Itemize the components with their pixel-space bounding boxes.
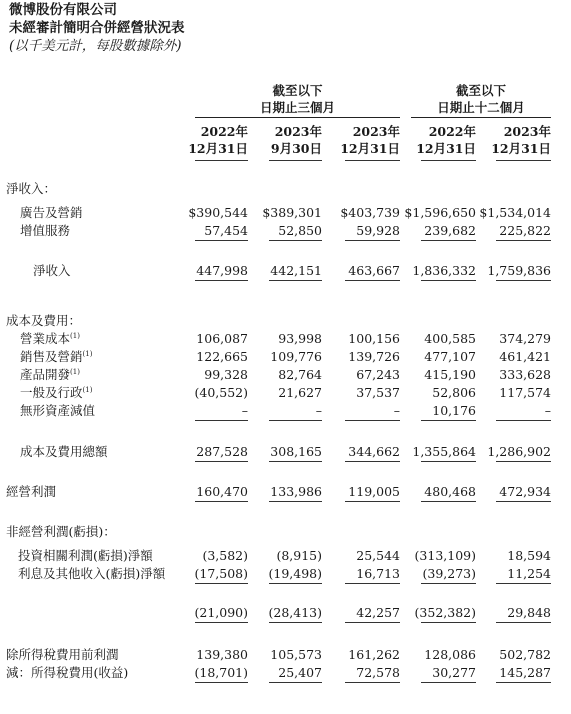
- table-cell: (40,552): [194, 385, 248, 400]
- column-year: 2023年: [274, 124, 322, 139]
- underline-rule: [496, 240, 551, 241]
- table-cell: $1,534,014: [479, 205, 551, 220]
- table-row: [0, 262, 571, 279]
- table-cell: $1,596,650: [404, 205, 476, 220]
- table-cell: 374,279: [499, 331, 551, 346]
- column-date: 12月31日: [491, 141, 551, 156]
- underline-rule: [269, 420, 322, 421]
- table-cell: 57,454: [204, 223, 248, 238]
- table-row: [0, 443, 571, 460]
- row-label: 無形資產減值: [20, 403, 96, 418]
- table-cell: 82,764: [278, 367, 322, 382]
- underline-rule: [195, 583, 248, 584]
- underline-rule: [269, 583, 322, 584]
- underline-rule: [421, 682, 476, 683]
- column-year: 2022年: [428, 124, 476, 139]
- table-cell: 139,726: [348, 349, 400, 364]
- column-header: [406, 123, 476, 157]
- group-three-months-line2: 日期止三個月: [259, 100, 335, 115]
- footnote-marker: (1): [82, 349, 93, 358]
- table-cell: (3,582): [202, 548, 248, 563]
- underline-rule: [195, 420, 248, 421]
- underline-rule: [421, 461, 476, 462]
- table-cell: (19,498): [268, 566, 322, 581]
- table-cell: 21,627: [278, 385, 322, 400]
- column-date: 12月31日: [340, 141, 400, 156]
- underline-rule: [269, 461, 322, 462]
- row-label-wrap: [20, 348, 92, 365]
- row-label: 除所得稅費用前利潤: [6, 647, 119, 662]
- table-row: [0, 204, 571, 221]
- table-cell: 119,005: [348, 484, 400, 499]
- row-label: 投資相關利潤(虧損)淨額: [18, 548, 153, 563]
- table-cell: 109,776: [270, 349, 322, 364]
- underline-rule: [195, 461, 248, 462]
- table-cell: 11,254: [507, 566, 551, 581]
- table-row: [0, 222, 571, 239]
- table-cell: 72,578: [356, 665, 400, 680]
- column-date: 12月31日: [188, 141, 248, 156]
- table-cell: 42,257: [356, 605, 400, 620]
- table-cell: 308,165: [270, 444, 322, 459]
- column-date: 9月30日: [270, 141, 322, 156]
- underline-rule: [345, 461, 400, 462]
- table-cell: 10,176: [432, 403, 476, 418]
- table-cell: (39,273): [422, 566, 476, 581]
- underline-rule: [345, 583, 400, 584]
- table-cell: 1,286,902: [487, 444, 551, 459]
- table-cell: (8,915): [276, 548, 322, 563]
- group-three-months-rule: [195, 117, 400, 118]
- table-cell: 239,682: [424, 223, 476, 238]
- group-twelve-months-rule: [411, 117, 551, 118]
- table-cell: 18,594: [507, 548, 551, 563]
- table-row: [0, 547, 571, 564]
- underline-rule: [496, 622, 551, 623]
- group-twelve-months-line2: 日期止十二個月: [437, 100, 525, 115]
- row-label: 經營利潤: [6, 484, 57, 499]
- table-cell: $390,544: [188, 205, 248, 220]
- table-cell: 502,782: [499, 647, 551, 662]
- row-label-wrap: [20, 384, 92, 401]
- table-cell: 105,573: [270, 647, 322, 662]
- table-cell: –: [315, 403, 322, 418]
- table-row: [0, 402, 571, 419]
- column-header: [254, 123, 322, 157]
- table-cell: 25,407: [278, 665, 322, 680]
- table-cell: 161,262: [348, 647, 400, 662]
- table-cell: $403,739: [340, 205, 400, 220]
- table-cell: 477,107: [424, 349, 476, 364]
- table-cell: 145,287: [499, 665, 551, 680]
- row-label: 減：所得稅費用(收益): [6, 665, 129, 680]
- table-cell: 461,421: [499, 349, 551, 364]
- table-row: [0, 180, 571, 197]
- table-cell: 30,277: [432, 665, 476, 680]
- underline-rule: [345, 420, 400, 421]
- table-row: [0, 646, 571, 663]
- group-twelve-months: [411, 82, 551, 116]
- footnote-marker: (1): [70, 367, 80, 376]
- underline-rule: [195, 622, 248, 623]
- underline-rule: [421, 240, 476, 241]
- table-cell: 117,574: [499, 385, 551, 400]
- row-label-wrap: [20, 366, 80, 383]
- table-cell: 37,537: [356, 385, 400, 400]
- table-row: [0, 483, 571, 500]
- table-cell: 52,850: [278, 223, 322, 238]
- table-cell: 100,156: [348, 331, 400, 346]
- column-header: [180, 123, 248, 157]
- table-row: [0, 604, 571, 621]
- table-cell: –: [393, 403, 400, 418]
- table-cell: –: [544, 403, 551, 418]
- table-row: [0, 348, 571, 365]
- table-cell: 29,848: [507, 605, 551, 620]
- table-cell: (17,508): [194, 566, 248, 581]
- underline-rule: [195, 682, 248, 683]
- table-cell: 133,986: [270, 484, 322, 499]
- underline-rule: [421, 280, 476, 281]
- unit-note: (以千美元計，每股數據除外): [9, 38, 182, 54]
- table-cell: 106,087: [196, 331, 248, 346]
- table-cell: 442,151: [270, 263, 322, 278]
- header-rule: [421, 160, 476, 161]
- table-row: [0, 366, 571, 383]
- table-row: [0, 523, 571, 540]
- underline-rule: [421, 420, 476, 421]
- underline-rule: [421, 501, 476, 502]
- underline-rule: [345, 622, 400, 623]
- table-cell: 1,759,836: [487, 263, 551, 278]
- row-label: 一般及行政: [20, 385, 83, 400]
- underline-rule: [269, 622, 322, 623]
- underline-rule: [345, 280, 400, 281]
- table-cell: 287,528: [196, 444, 248, 459]
- table-cell: 67,243: [356, 367, 400, 382]
- header-rule: [195, 160, 248, 161]
- column-header: [330, 123, 400, 157]
- row-label: 增值服務: [20, 223, 71, 238]
- underline-rule: [496, 501, 551, 502]
- underline-rule: [496, 420, 551, 421]
- table-cell: (352,382): [414, 605, 476, 620]
- table-row: [0, 664, 571, 681]
- row-label: 營業成本: [20, 331, 71, 346]
- column-year: 2022年: [200, 124, 248, 139]
- table-cell: 128,086: [424, 647, 476, 662]
- table-cell: 333,628: [499, 367, 551, 382]
- underline-rule: [269, 240, 322, 241]
- row-label: 非經營利潤(虧損)：: [6, 524, 116, 539]
- table-cell: 480,468: [424, 484, 476, 499]
- table-row: [0, 384, 571, 401]
- table-cell: 344,662: [348, 444, 400, 459]
- underline-rule: [345, 240, 400, 241]
- table-cell: 400,585: [424, 331, 476, 346]
- underline-rule: [421, 622, 476, 623]
- underline-rule: [269, 501, 322, 502]
- column-header: [481, 123, 551, 157]
- table-cell: (21,090): [194, 605, 248, 620]
- underline-rule: [195, 501, 248, 502]
- underline-rule: [345, 501, 400, 502]
- table-cell: 93,998: [278, 331, 322, 346]
- table-cell: 139,380: [196, 647, 248, 662]
- row-label: 廣告及營銷: [20, 205, 83, 220]
- statement-title: 未經審計簡明合併經營狀況表: [9, 20, 185, 36]
- underline-rule: [496, 280, 551, 281]
- underline-rule: [496, 461, 551, 462]
- underline-rule: [269, 280, 322, 281]
- group-twelve-months-line1: 截至以下: [455, 83, 506, 98]
- table-cell: –: [241, 403, 248, 418]
- header-rule: [496, 160, 551, 161]
- table-cell: (28,413): [268, 605, 322, 620]
- table-cell: 16,713: [356, 566, 400, 581]
- group-three-months: [195, 82, 400, 116]
- row-label: 淨收入：: [6, 181, 57, 196]
- table-cell: (18,701): [194, 665, 248, 680]
- row-label: 銷售及營銷: [20, 349, 83, 364]
- table-cell: (313,109): [414, 548, 476, 563]
- row-label: 成本及費用：: [6, 313, 82, 328]
- underline-rule: [496, 583, 551, 584]
- underline-rule: [496, 682, 551, 683]
- row-label: 淨收入: [33, 263, 71, 278]
- column-year: 2023年: [503, 124, 551, 139]
- underline-rule: [195, 240, 248, 241]
- table-row: [0, 565, 571, 582]
- column-year: 2023年: [352, 124, 400, 139]
- row-label: 利息及其他收入(虧損)淨額: [18, 566, 166, 581]
- table-cell: 415,190: [424, 367, 476, 382]
- table-cell: 225,822: [499, 223, 551, 238]
- table-cell: 59,928: [356, 223, 400, 238]
- underline-rule: [269, 682, 322, 683]
- row-label-wrap: [20, 330, 80, 347]
- table-cell: 472,934: [499, 484, 551, 499]
- underline-rule: [345, 682, 400, 683]
- footnote-marker: (1): [82, 385, 93, 394]
- table-cell: 1,836,332: [412, 263, 476, 278]
- underline-rule: [421, 583, 476, 584]
- table-cell: 463,667: [348, 263, 400, 278]
- footnote-marker: (1): [70, 331, 80, 340]
- row-label: 產品開發: [20, 367, 71, 382]
- row-label: 成本及費用總額: [20, 444, 108, 459]
- group-three-months-line1: 截至以下: [272, 83, 323, 98]
- company-name: 微博股份有限公司: [9, 2, 117, 18]
- table-cell: 25,544: [356, 548, 400, 563]
- table-cell: 447,998: [196, 263, 248, 278]
- header-rule: [269, 160, 322, 161]
- underline-rule: [195, 280, 248, 281]
- table-row: [0, 312, 571, 329]
- header-rule: [345, 160, 400, 161]
- column-date: 12月31日: [416, 141, 476, 156]
- table-cell: 1,355,864: [412, 444, 476, 459]
- table-cell: 122,665: [196, 349, 248, 364]
- table-cell: 52,806: [432, 385, 476, 400]
- table-cell: $389,301: [262, 205, 322, 220]
- table-cell: 160,470: [196, 484, 248, 499]
- table-row: [0, 330, 571, 347]
- table-cell: 99,328: [204, 367, 248, 382]
